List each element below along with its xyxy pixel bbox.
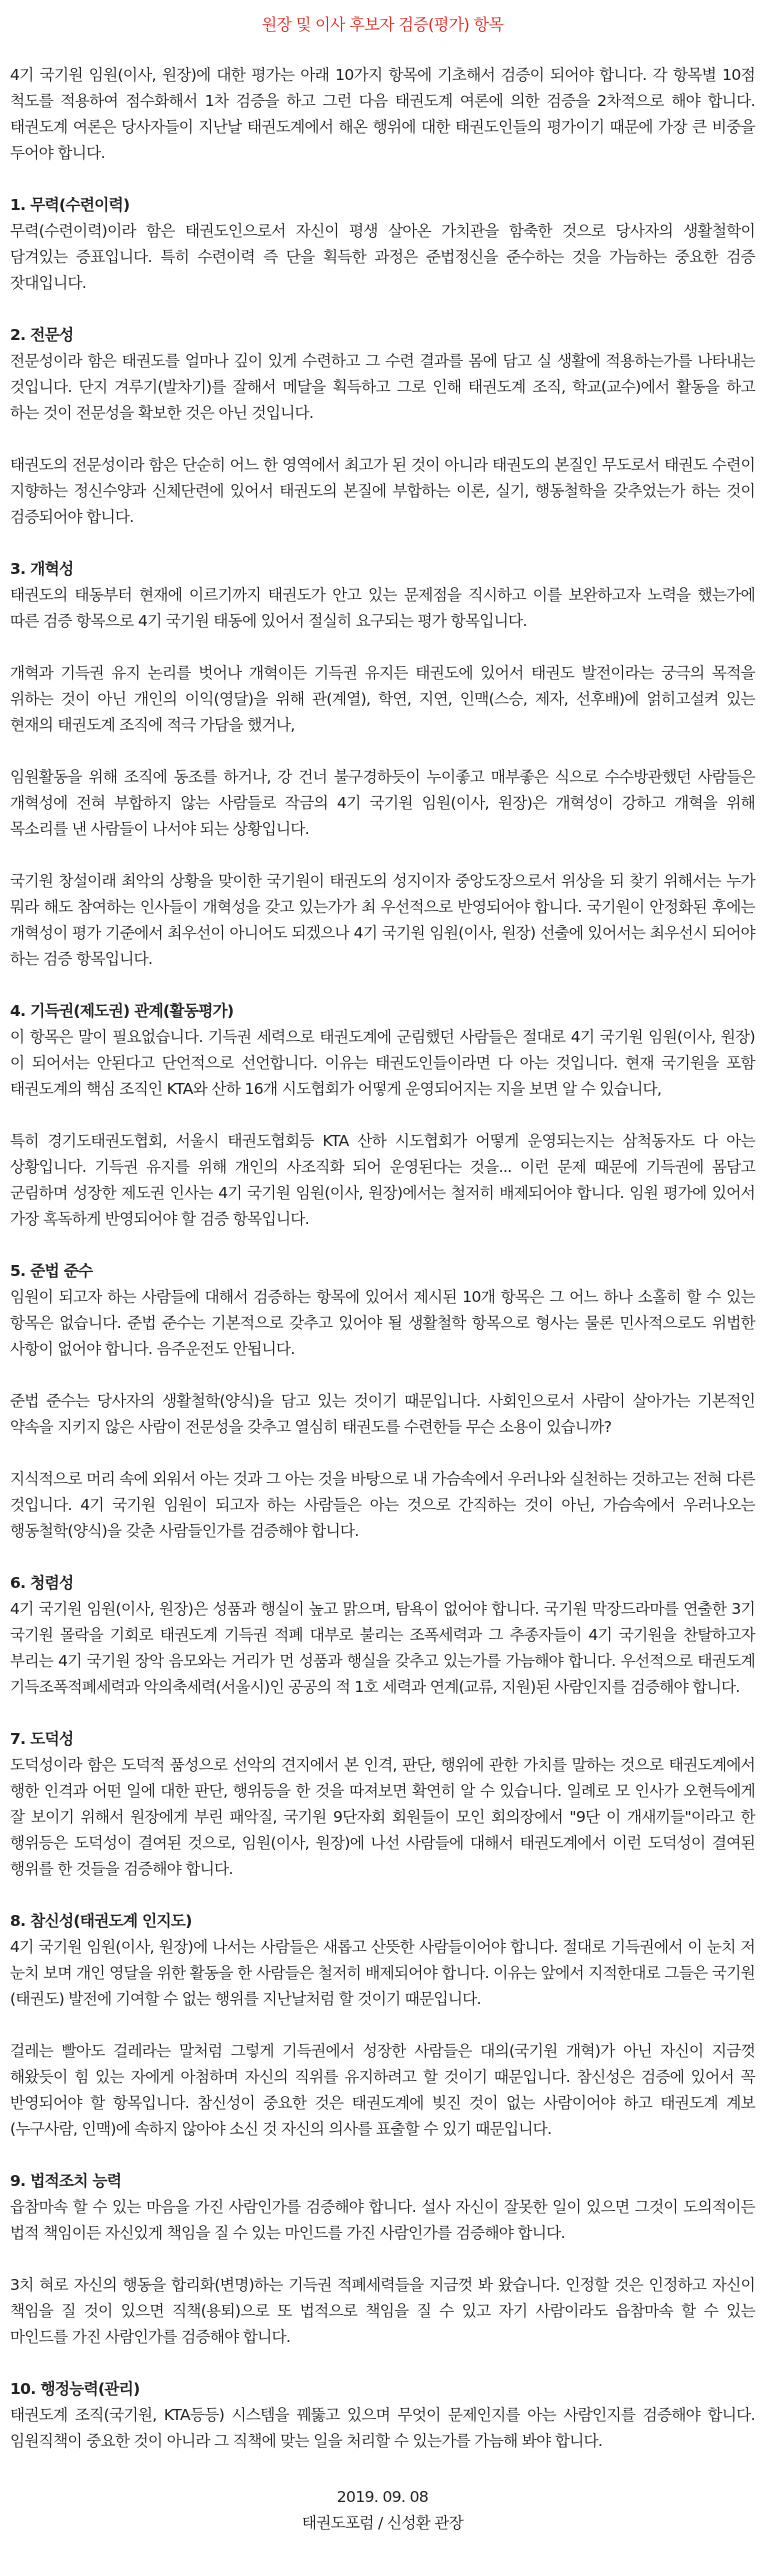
section-paragraph: 국기원 창설이래 최악의 상황을 맞이한 국기원이 태권도의 성지이자 중앙도장으로서 위상을 되 찾기 위해서는 누가 뭐라 해도 참여하는 인사들이 개혁성을 갖고 있는가가 최 우선적으로 반영되어야 합니다. 국기원이 안정화된 후에는 개혁성이 평가 기준에서 최우선이 아니어도 되겠으나 4기 국기원 임원(이사, 원장) 선출에 있어서는 최우선시 되어야 하는 검증 항목입니다. <box>10 872 755 968</box>
section-paragraph: 특히 경기도태권도협회, 서울시 태권도협회등 KTA 산하 시도협회가 어떻게 운영되는지는 삼척동자도 다 아는 상황입니다. 기득권 유지를 위해 개인의 사조직화 되어 운영된다는 것을... 이런 문제 때문에 기득권에 몸담고 군림하며 성장한 제도권 인사는 4기 국기원 임원(이사, 원장)에서는 철저히 배제되어야 합니다. 임원 평가에 있어서 가장 혹독하게 반영되어야 할 검증 항목입니다. <box>10 1132 755 1228</box>
section-heading: 5. 준법 준수 <box>10 1262 93 1280</box>
section-paragraph: 임원활동을 위해 조직에 동조를 하거나, 강 건너 불구경하듯이 누이좋고 매부좋은 식으로 수수방관했던 사람들은 개혁성에 전혀 부합하지 않는 사람들로 작금의 4기 국기원 임원(이사, 원장)은 개혁성이 강하고 개혁을 위해 목소리를 낸 사람들이 나서야 되는 상황입니다. <box>10 768 755 838</box>
section-heading: 9. 법적조치 능력 <box>10 2172 122 2190</box>
document-footer <box>10 2484 755 2536</box>
section-paragraph: 4기 국기원 임원(이사, 원장)은 성품과 행실이 높고 맑으며, 탐욕이 없어야 합니다. 국기원 막장드라마를 연출한 3기 국기원 몰락을 기회로 태권도계 기득권 적폐 대부로 불리는 조폭세력과 그 추종자들이 4기 국기원을 찬탈하고자 부리는 4기 국기원 장악 음모와는 거리가 먼 성품과 행실을 갖추고 있는가를 가늠해야 합니다. 우선적으로 태권도계 기득조폭적폐세력과 악의축세력(서울시)인 공공의 적 1호 세력과 연계(교류, 지원)된 사람인지를 검증해야 합니다. <box>10 1600 755 1696</box>
section-heading: 2. 전문성 <box>10 326 74 344</box>
section-2 <box>10 322 755 530</box>
intro-paragraph: 4기 국기원 임원(이사, 원장)에 대한 평가는 아래 10가지 항목에 기초해서 검증이 되어야 합니다. 각 항목별 10점 척도를 적용하여 점수화해서 1차 검증을 하고 그런 다음 태권도계 여론에 의한 검증을 2차적으로 해야 합니다. 태권도계 여론은 당사자들이 지난날 태권도계에서 해온 행위에 대한 태권도인들의 평가이기 때문에 가장 큰 비중을 두어야 합니다. <box>10 66 755 162</box>
section-5 <box>10 1258 755 1544</box>
section-paragraph: 전문성이라 함은 태권도를 얼마나 깊이 있게 수련하고 그 수련 결과를 몸에 담고 실 생활에 적용하는가를 나타내는 것입니다. 단지 겨루기(발차기)를 잘해서 메달을 획득하고 그로 인해 태권도계 조직, 학교(교수)에서 활동을 하고 하는 것이 전문성을 확보한 것은 아닌 것입니다. <box>10 352 755 422</box>
section-7 <box>10 1726 755 1882</box>
section-paragraph: 태권도의 태동부터 현재에 이르기까지 태권도가 안고 있는 문제점을 직시하고 이를 보완하고자 노력을 했는가에 따른 검증 항목으로 4기 국기원 태동에 있어서 절실히 요구되는 평가 항목입니다. <box>10 586 755 630</box>
section-paragraph: 태권도의 전문성이라 함은 단순히 어느 한 영역에서 최고가 된 것이 아니라 태권도의 본질인 무도로서 태권도 수련이 지향하는 정신수양과 신체단련에 있어서 태권도의 본질에 부합하는 이론, 실기, 행동철학을 갖추었는가 하는 것이 검증되어야 합니다. <box>10 456 755 526</box>
section-paragraph: 3치 혀로 자신의 행동을 합리화(변명)하는 기득권 적폐세력들을 지금껏 봐 왔습니다. 인정할 것은 인정하고 자신이 책임을 질 것이 있으면 직책(용퇴)으로 또 법적으로 책임을 질 수 있고 자기 사람이라도 읍참마속 할 수 있는 마인드를 가진 사람인가를 검증해야 합니다. <box>10 2276 755 2346</box>
section-paragraph: 도덕성이라 함은 도덕적 품성으로 선악의 견지에서 본 인격, 판단, 행위에 관한 가치를 말하는 것으로 태권도계에서 행한 인격과 어떤 일에 대한 판단, 행위등을 한 것을 따져보면 확연히 알 수 있습니다. 일례로 모 인사가 오현득에게 잘 보이기 위해서 원장에게 부린 패악질, 국기원 9단자회 회원들이 모인 회의장에서 "9단 이 개새끼들"이라고 한 행위등은 도덕성이 결여된 것으로, 임원(이사, 원장)에 나선 사람들에 대해서 태권도계에서 이런 도덕성이 결여된 행위를 한 것들을 검증해야 합니다. <box>10 1756 755 1878</box>
section-heading: 10. 행정능력(관리) <box>10 2380 140 2398</box>
section-paragraph: 이 항목은 말이 필요없습니다. 기득권 세력으로 태권도계에 군림했던 사람들은 절대로 4기 국기원 임원(이사, 원장)이 되어서는 안된다고 단언적으로 선언합니다. 이유는 태권도인들이라면 다 아는 것입니다. 현재 국기원을 포함 태권도계의 핵심 조직인 KTA와 산하 16개 시도협회가 어떻게 운영되어지는 지을 보면 알 수 있습니다, <box>10 1028 755 1098</box>
section-paragraph: 준법 준수는 당사자의 생활철학(양식)을 담고 있는 것이기 때문입니다. 사회인으로서 사람이 살아가는 기본적인 약속을 지키지 않은 사람이 전문성을 갖추고 열심히 태권도를 수련한들 무슨 소용이 있습니까? <box>10 1392 755 1436</box>
section-heading: 4. 기득권(제도권) 관계(활동평가) <box>10 1002 234 1020</box>
section-10 <box>10 2376 755 2454</box>
section-9 <box>10 2168 755 2350</box>
section-8 <box>10 1908 755 2142</box>
section-paragraph: 지식적으로 머리 속에 외워서 아는 것과 그 아는 것을 바탕으로 내 가슴속에서 우러나와 실천하는 것하고는 전혀 다른 것입니다. 4기 국기원 임원이 되고자 하는 사람들은 아는 것으로 간직하는 것이 아닌, 가슴속에서 우러나오는 행동철학(양식)을 갖춘 사람들인가를 검증해야 합니다. <box>10 1470 755 1540</box>
section-heading: 7. 도덕성 <box>10 1730 74 1748</box>
footer-date: 2019. 09. 08 <box>336 2488 429 2506</box>
section-paragraph: 임원이 되고자 하는 사람들에 대해서 검증하는 항목에 있어서 제시된 10개 항목은 그 어느 하나 소홀히 할 수 있는 항목은 없습니다. 준법 준수는 기본적으로 갖추고 있어야 될 생활철학 항목으로 형사는 물론 민사적으로도 위법한 사항이 없어야 합니다. 음주운전도 안됩니다. <box>10 1288 755 1358</box>
document-title: 원장 및 이사 후보자 검증(평가) 항목 <box>261 15 504 34</box>
section-4 <box>10 998 755 1232</box>
section-heading: 6. 청렴성 <box>10 1574 74 1592</box>
section-paragraph: 읍참마속 할 수 있는 마음을 가진 사람인가를 검증해야 합니다. 설사 자신이 잘못한 일이 있으면 그것이 도의적이든 법적 책임이든 자신있게 책임을 질 수 있는 마인드를 가진 사람인가를 검증해야 합니다. <box>10 2198 755 2242</box>
section-paragraph: 개혁과 기득권 유지 논리를 벗어나 개혁이든 기득권 유지든 태권도에 있어서 태권도 발전이라는 궁극의 목적을 위하는 것이 아닌 개인의 이익(영달)을 위해 관(계열), 학연, 지연, 인맥(스승, 제자, 선후배)에 얽히고설켜 있는 현재의 태권도계 조직에 적극 가담을 했거나, <box>10 664 755 734</box>
section-paragraph: 무력(수련이력)이라 함은 태권도인으로서 자신이 평생 살아온 가치관을 함축한 것으로 당사자의 생활철학이 담겨있는 증표입니다. 특히 수련이력 즉 단을 획득한 과정은 준법정신을 준수하는 것을 가늠하는 중요한 검증 잣대입니다. <box>10 222 755 292</box>
footer-author: 태권도포럼 / 신성환 관장 <box>301 2514 464 2532</box>
section-heading: 3. 개혁성 <box>10 560 74 578</box>
section-heading: 8. 참신성(태권도계 인지도) <box>10 1912 192 1930</box>
section-6 <box>10 1570 755 1700</box>
section-paragraph: 4기 국기원 임원(이사, 원장)에 나서는 사람들은 새롭고 산뜻한 사람들이어야 합니다. 절대로 기득권에서 이 눈치 저 눈치 보며 개인 영달을 위한 활동을 한 사람들은 철저히 배제되어야 합니다. 이유는 앞에서 지적한대로 그들은 국기원(태권도) 발전에 기여할 수 없는 행위를 지난날처럼 할 것이기 때문입니다. <box>10 1938 755 2008</box>
sections-container <box>10 192 755 2454</box>
section-1 <box>10 192 755 296</box>
section-3 <box>10 556 755 972</box>
section-paragraph: 태권도계 조직(국기원, KTA등등) 시스템을 꿰뚫고 있으며 무엇이 문제인지를 아는 사람인지를 검증해야 합니다. 임원직책이 중요한 것이 아니라 그 직책에 맞는 일을 처리할 수 있는가를 가늠해 봐야 합니다. <box>10 2406 755 2450</box>
section-paragraph: 걸레는 빨아도 걸레라는 말처럼 그렇게 기득권에서 성장한 사람들은 대의(국기원 개혁)가 아닌 자신이 지금껏 해왔듯이 힘 있는 자에게 아첨하며 자신의 직위를 유지하려고 할 것이기 때문입니다. 참신성은 검증에 있어서 꼭 반영되어야 할 항목입니다. 참신성이 중요한 것은 태권도계에 빚진 것이 없는 사람이어야 하고 태권도계 계보(누구사람, 인맥)에 속하지 않아야 소신 것 자신의 의사를 표출할 수 있기 때문입니다. <box>10 2042 755 2138</box>
section-heading: 1. 무력(수련이력) <box>10 196 130 214</box>
